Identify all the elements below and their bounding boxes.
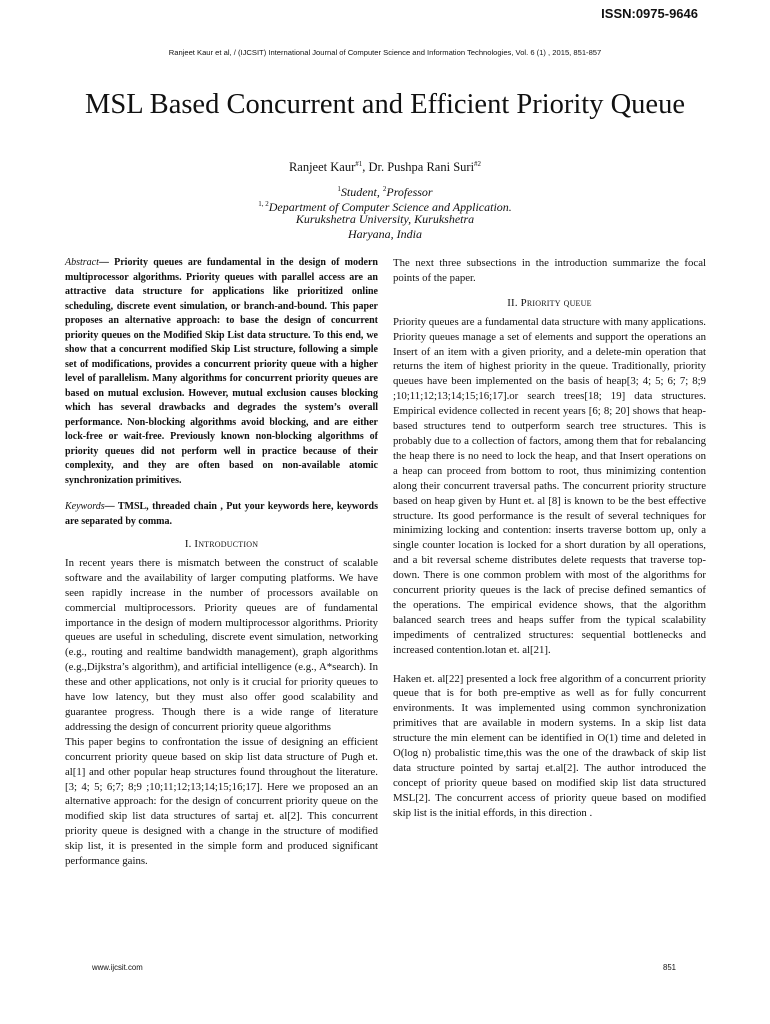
- section-2-heading: II. Priority queue: [507, 296, 592, 309]
- keywords-dash: —: [104, 501, 118, 512]
- university: Kurukshetra University, Kurukshetra: [295, 212, 475, 226]
- keywords-label: Keywords: [65, 501, 105, 512]
- department-sup: 1, 2: [258, 200, 269, 208]
- section-2-paragraph-1: Priority queues are a fundamental data structure with many applications. Priority queues manage a set of elements and support the operations an Insert of an item with a given priority, and a delete-min operation that returns the item of highest priority in the queue. Traditionally, priority queues have been implemented on the basis of heap[3; 4; 5; 6; 7; 8;9 ;10;11;12;13;14;15;16;17].or search trees[18; 19] data structures. Empirical evidence collected in recent years [6; 8; 20] shows that heap-based structures tend to outperform search tree structures. This is probably due to a collection of factors, among them that for rebalancing the heap there is no need to lock the heap, and that Insert operations on a heap can proceed from bottom to root, thus minimizing contention along their concurrent traversal paths. The concurrent priority structure based on heap given by Hunt et. al [8] is known to be the best effective structure. Its good performance is the result of several techniques for minimizing locking and contention: inserts traverse bottom up, only a single counter location is locked for a short duration by all operations, and a bit reversal scheme distributes delete requests that traverse top-down. There is one common problem with most of the algorithms for concurrent priority queues is the lack of precise defined semantics of the operations. The empirical evidence shows, that the algorithm balanced search trees and heaps suffer from the typical scalability impediments of centralized structures: sequential bottlenecks and increased contention.lotan et. al[21].: [393, 315, 707, 656]
- role-sup-1: 1: [337, 185, 341, 193]
- intro-note: The next three subsections in the introduction summarize the focal points of the paper.: [393, 257, 706, 284]
- authors: [0, 160, 770, 175]
- footer-website: www.ijcsit.com: [92, 963, 143, 972]
- footer-page-number: 851: [663, 963, 677, 972]
- keywords: [65, 500, 378, 529]
- abstract-dash: —: [98, 257, 115, 268]
- author-2-sup: #2: [474, 160, 482, 168]
- issn: ISSN:0975-9646: [601, 6, 698, 21]
- author-2-name: Dr. Pushpa Rani Suri: [368, 160, 475, 175]
- role-1: Student,: [340, 185, 383, 199]
- author-1-sup: #1: [355, 160, 363, 168]
- abstract-label: Abstract: [65, 257, 99, 268]
- section-1-heading: I. Introduction: [184, 538, 259, 550]
- department-name: Department of Computer Science and Application.: [268, 200, 512, 214]
- role-2: Professor: [386, 185, 433, 199]
- section-1-paragraph-2: This paper begins to confrontation the issue of designing an efficient concurrent priority queue based on skip list data structure of Pugh et. al[1] and other popular heap structures found throughout the literature. [3; 4; 5; 6;7; 8;9 ;10;11;12;13;14;15;16;17]. Here we proposed an an alternative approach: for the design of concurrent priority queue on the modified skip list data structures of sartaj et. al[2]. This concurrent priority queue is designed with a change in the structure of modified skip list, it is presented in the simple form and produced significant performance gains.: [65, 735, 378, 868]
- abstract-text: Priority queues are fundamental in the design of modern multiprocessor algorithms. Priority queues with parallel access are an attractive data structure for applications like prioritized online scheduling, discrete event simulation, or branch-and-bound. This paper proposes an alternative approach: to base the design of concurrent priority queues on the Modified Skip List data structure. To this end, we show that a concurrent modified Skip List structure, following a simple set of modifications, provides a concurrent priority queue with a higher level of parallelism. Many algorithms for concurrent priority queues are based on mutual exclusion. However, mutual exclusion causes blocking which has several drawbacks and degrades the system’s overall performance. Non-blocking algorithms avoid blocking, and are either lock-free or wait-free. Previously known non-blocking algorithms of priority queues did not perform well in practice because of their complexity, and they are often based on non-available atomic synchronization primitives.: [65, 257, 378, 486]
- author-1-name: Ranjeet Kaur: [288, 160, 356, 175]
- left-column: [65, 256, 378, 869]
- keywords-text: TMSL, threaded chain , Put your keywords here, keywords are separated by comma.: [65, 501, 378, 527]
- section-2-paragraph-2: Haken et. al[22] presented a lock free algorithm of a concurrent priority queue that is for both pre-emptive as well as for fully concurrent environments. It was implemented using common synchronization primitives that are available in modern systems. In a skip list data structure the min element can be identified in O(1) time and deleted in O(log n) probalistic time,this was the one of the drawback of skip list data structure pointed by sartaj et.al[2]. The author introduced the concept of priority queue based on modified skip list data structured MSL[2]. The concurrent access of priority queue based on modified skip list is the initial effords, in this direction .: [393, 672, 706, 819]
- right-column: [393, 256, 706, 821]
- author-separator: ,: [362, 160, 369, 175]
- state: Haryana, India: [348, 227, 422, 241]
- paper-title: MSL Based Concurrent and Efficient Priority Queue: [85, 89, 685, 120]
- section-1-paragraph-1: In recent years there is mismatch between the construct of scalable software and the availability of larger computing platforms. We have seen rapidly increase in the number of processors available on commercial multiprocessors. Priority queues are of fundamental importance in the design of modern multiprocessor algorithms. Priority queues are useful in scheduling, discrete event simulation, networking (e.g., routing and realtime bandwidth management), graph algorithms (e.g.,Dijkstra’s algorithm), and artificial intelligence (e.g., A*search). In these and other applications, not only is it crucial for priority queues to have low latency, but they must also offer good scalability and guarantee progress. Though there is a wide range of literature addressing the design of concurrent priority queue algorithms: [65, 556, 378, 733]
- role-sup-2: 2: [382, 185, 387, 193]
- abstract: [65, 256, 378, 488]
- running-head: Ranjeet Kaur et al, / (IJCSIT) International Journal of Computer Science and Information Technologies, Vol. 6 (1) , 2015, 851-857: [168, 48, 602, 57]
